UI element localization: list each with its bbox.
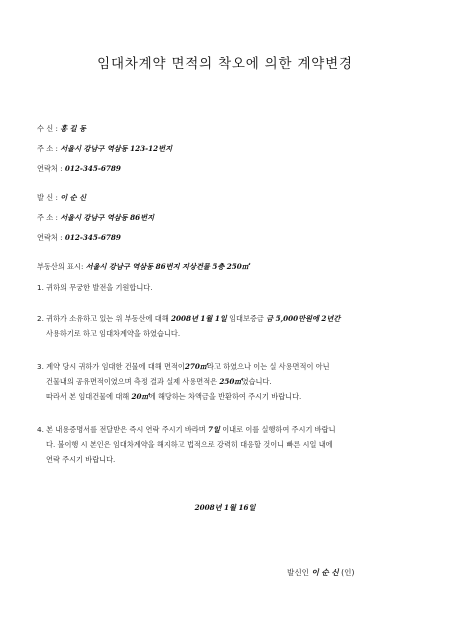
recipient-address: 서울시 강남구 역삼동 123-12번지 bbox=[60, 144, 173, 153]
sender-label: 발 신 : bbox=[37, 193, 58, 202]
document-date: 2008년 1월 16일 bbox=[194, 503, 256, 512]
paragraph-3-text-a: 3. 계약 당시 귀하가 임대한 건물에 대해 면적이 bbox=[37, 362, 185, 371]
recipient-phone-row bbox=[37, 164, 121, 173]
paragraph-3 bbox=[37, 359, 421, 404]
paragraph-4-text-d: 연락 주시기 바랍니다. bbox=[46, 455, 116, 464]
recipient-phone: 012-345-6789 bbox=[64, 164, 121, 173]
paragraph-3-line-2 bbox=[37, 374, 421, 389]
paragraph-4-text-a: 4. 본 내용증명서를 전달받은 즉시 연락 주시기 바라며 bbox=[37, 425, 206, 434]
paragraph-3-text-b: 라고 하였으나 이는 실 사용면적이 아닌 bbox=[207, 362, 330, 371]
signature-line bbox=[287, 567, 354, 578]
paragraph-4-text-b: 이내로 이를 실행하여 주시기 바랍니 bbox=[222, 425, 336, 434]
deposit-amount: 금 5,000만원에 2년간 bbox=[266, 314, 341, 323]
sender-phone-label: 연락처 : bbox=[37, 233, 63, 242]
paragraph-3-text-f: 에 해당하는 차액금을 반환하여 주시기 바랍니다. bbox=[148, 392, 302, 401]
paragraph-1 bbox=[37, 280, 421, 295]
recipient-address-label: 주 소 : bbox=[37, 144, 58, 153]
area-difference: 20㎡ bbox=[131, 392, 149, 401]
stated-area: 270㎡ bbox=[184, 362, 208, 371]
paragraph-3-text-d: 였습니다. bbox=[241, 377, 272, 386]
paragraph-1-text: 1. 귀하의 무궁한 발전을 기원합니다. bbox=[37, 283, 153, 292]
paragraph-3-text-e: 따라서 본 임대건물에 대해 bbox=[46, 392, 130, 401]
sender-address-row bbox=[37, 213, 154, 222]
sender-phone: 012-345-6789 bbox=[64, 233, 121, 242]
paragraph-3-line-3 bbox=[37, 389, 421, 404]
sender-phone-row bbox=[37, 233, 121, 242]
signature-seal: (인) bbox=[341, 568, 355, 577]
deadline-days: 7일 bbox=[207, 425, 220, 434]
recipient-address-row bbox=[37, 144, 172, 153]
sender-address-label: 주 소 : bbox=[37, 213, 58, 222]
property-value: 서울시 강남구 역삼동 86번지 지상건물 5층 250㎡ bbox=[85, 262, 249, 271]
recipient-name: 홍 길 동 bbox=[60, 124, 87, 133]
recipient-label: 수 신 : bbox=[37, 124, 58, 133]
signature-label: 발신인 bbox=[287, 568, 310, 577]
sender-name: 이 순 신 bbox=[60, 193, 87, 202]
property-row bbox=[37, 262, 249, 271]
actual-area: 250㎡ bbox=[219, 377, 242, 386]
sender-name-row bbox=[37, 193, 86, 202]
property-label: 부동산의 표시: bbox=[37, 262, 84, 271]
paragraph-2-text-b: 임대보증금 bbox=[229, 314, 264, 323]
document-title: 임대차계약 면적의 착오에 의한 계약변경 bbox=[97, 56, 353, 72]
signature-name: 이 순 신 bbox=[311, 568, 339, 577]
paragraph-4 bbox=[37, 422, 421, 467]
lease-start-date: 2008년 1월 1일 bbox=[170, 314, 227, 323]
recipient-name-row bbox=[37, 124, 86, 133]
sender-address: 서울시 강남구 역삼동 86번지 bbox=[60, 213, 155, 222]
paragraph-2 bbox=[37, 311, 421, 341]
paragraph-2-text-c: 사용하기로 하고 임대차계약을 하였습니다. bbox=[46, 329, 181, 338]
recipient-phone-label: 연락처 : bbox=[37, 164, 63, 173]
paragraph-4-text-c: 다. 불이행 시 본인은 임대차계약을 해지하고 법적으로 강력히 대응할 것이니 빠른 시일 내에 bbox=[46, 440, 333, 449]
paragraph-2-text-a: 2. 귀하가 소유하고 있는 위 부동산에 대해 bbox=[37, 314, 169, 323]
paragraph-3-text-c: 건물내의 공유면적이였으며 측정 결과 실제 사용면적은 bbox=[46, 377, 218, 386]
